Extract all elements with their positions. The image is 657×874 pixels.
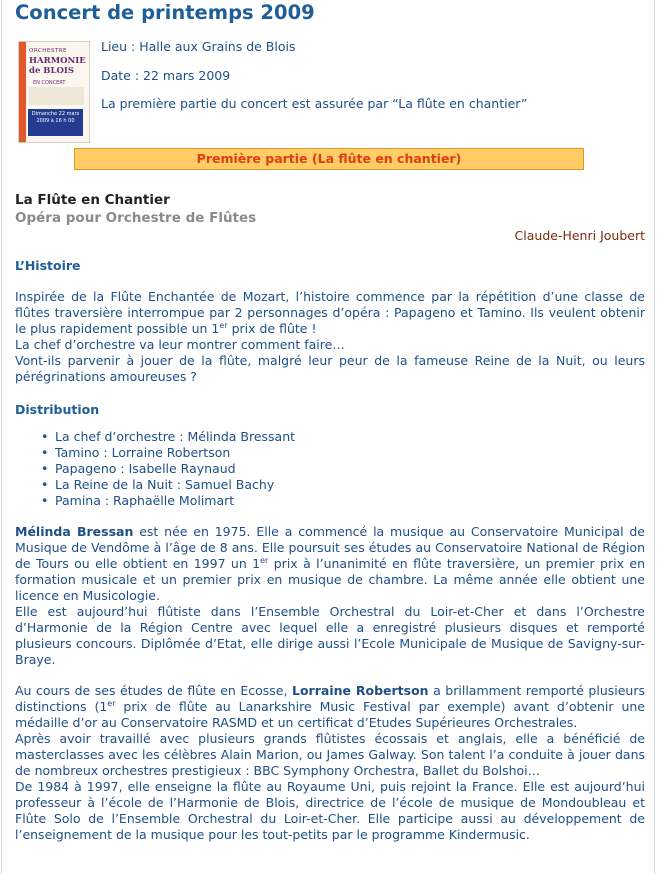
list-item: • La chef d’orchestre : Mélinda Bressant: [55, 429, 295, 445]
page-title: Concert de printemps 2009: [15, 1, 315, 24]
list-item: • La Reine de la Nuit : Samuel Bachy: [55, 477, 295, 493]
piece-title: La Flûte en Chantier: [15, 192, 170, 208]
poster-line4: EN CONCERT: [33, 80, 66, 86]
bio-melinda-paragraph-1: Mélinda Bressan est née en 1975. Elle a commencé la musique au Conservatoire Municipal de Musique de Vendôme à l’âge de 8 ans. Elle poursuit ses études au Conservatoire National de Région de Tours ou elle obtient en 1997 un 1er prix à l’unanimité en flûte traversière, un premier prix en formation musicale et un premier prix en musique de chambre. La même année elle obtient une licence en Musicologie.: [15, 524, 645, 603]
date-text: Date : 22 mars 2009: [101, 68, 231, 83]
histoire-paragraph-2: La chef d’orchestre va leur montrer comment faire…: [15, 337, 345, 352]
venue-text: Lieu : Halle aux Grains de Blois: [101, 39, 296, 54]
bio-melinda-name: Mélinda Bressan: [15, 524, 134, 539]
bio-lorraine-name: Lorraine Robertson: [292, 683, 429, 698]
poster-line2: HARMONIE: [29, 56, 86, 66]
composer-name: Claude-Henri Joubert: [514, 228, 645, 243]
piece-subtitle: Opéra pour Orchestre de Flûtes: [15, 210, 257, 226]
right-border: [654, 0, 655, 874]
poster-line3: de BLOIS: [29, 66, 74, 76]
poster-line1: ORCHESTRE: [29, 48, 67, 54]
bio-lorraine-paragraph-1: Au cours de ses études de flûte en Ecosse, Lorraine Robertson a brillamment remporté plusieurs distinctions (1er prix de flûte au Lanarkshire Music Festival par exemple) avant d’obtenir une médaille d’or au Conservatoire RASMD et un certificat d’Etudes Supérieures Orchestrales.: [15, 683, 645, 730]
distribution-heading: Distribution: [15, 402, 100, 417]
first-part-button[interactable]: Première partie (La flûte en chantier): [74, 148, 584, 170]
list-item: • Pamina : Raphaëlle Molimart: [55, 493, 295, 509]
distribution-list: [15, 429, 295, 509]
histoire-paragraph-3: Vont-ils parvenir à jouer de la flûte, malgré leur peur de la fameuse Reine de la Nuit, ou leurs pérégrinations amoureuses ?: [15, 353, 645, 384]
histoire-heading: L’Histoire: [15, 258, 81, 273]
histoire-paragraph-1: Inspirée de la Flûte Enchantée de Mozart, l’histoire commence par la répétition d’une classe de flûtes traversière interrompue par 2 personnages d’opéra : Papageno et Tamino. Ils veulent obtenir le plus rapidement possible un 1er prix de flûte !: [15, 289, 645, 336]
poster-date-box: Dimanche 22 mars 2009 à 16 h 00: [28, 109, 83, 136]
bio-melinda: [15, 524, 645, 668]
intro-text: La première partie du concert est assurée par “La flûte en chantier”: [101, 96, 528, 111]
bio-lorraine-paragraph-2: Après avoir travaillé avec plusieurs grands flûtistes écossais et anglais, elle a bénéficié de masterclasses avec les célèbres Alain Marion, ou James Galway. Son talent l’a conduite à jouer dans de nombreux orchestres prestigieux : BBC Symphony Orchestra, Ballet du Bolshoi…: [15, 731, 645, 778]
poster-text-block: [29, 87, 84, 105]
histoire-section: [15, 289, 645, 385]
list-item: • Tamino : Lorraine Robertson: [55, 445, 295, 461]
bio-lorraine: [15, 683, 645, 843]
bio-lorraine-paragraph-3: De 1984 à 1997, elle enseigne la flûte au Royaume Uni, puis rejoint la France. Elle est aujourd’hui professeur à l’école de l’Harmonie de Blois, directrice de l’école de musique de Mondoubleau et Flûte Solo de l’Ensemble Orchestral du Loir-et-Cher. Elle participe aussi au développement de l’enseignement de la musique pour les tout-petits par le programme Kindermusic.: [15, 779, 645, 842]
concert-poster-image[interactable]: [18, 41, 90, 143]
left-border: [1, 0, 2, 874]
list-item: • Papageno : Isabelle Raynaud: [55, 461, 295, 477]
poster-band: [19, 42, 26, 142]
bio-melinda-paragraph-2: Elle est aujourd’hui flûtiste dans l’Ensemble Orchestral du Loir-et-Cher et dans l’Orchestre d’Harmonie de la Région Centre avec lequel elle a enregistré plusieurs disques et remporté plusieurs concours. Diplômée d’Etat, elle dirige aussi l’Ecole Municipale de Musique de Savigny-sur-Braye.: [15, 604, 645, 667]
